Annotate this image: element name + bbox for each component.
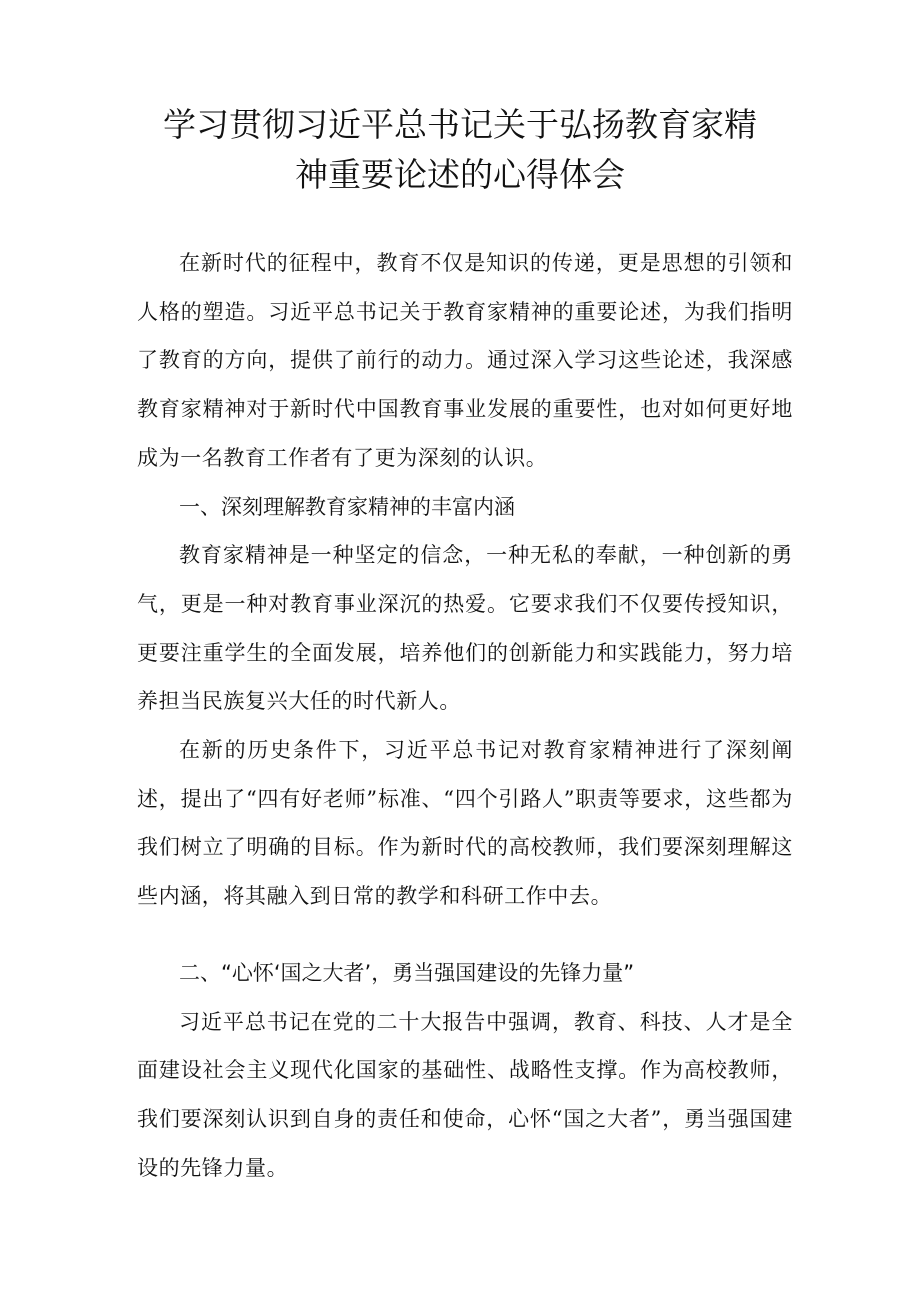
section-2-heading: 二、“心怀‘国之大者’，勇当强国建设的先锋力量” [179,960,635,985]
section-1-paragraph-2: 在新的历史条件下，习近平总书记对教育家精神进行了深刻阐述，提出了“四有好老师”标准、“四个引路人”职责等要求，这些都为我们树立了明确的目标。作为新时代的高校教师，我们要深刻理解这些内涵，将其融入到日常的教学和科研工作中去。 [137,738,793,909]
document-body [137,239,793,1192]
section-1-paragraph-1: 教育家精神是一种坚定的信念，一种无私的奉献，一种创新的勇气，更是一种对教育事业深沉的热爱。它要求我们不仅要传授知识，更要注重学生的全面发展，培养他们的创新能力和实践能力，努力培养担当民族复兴大任的时代新人。 [137,543,793,714]
title-line-2: 神重要论述的心得体会 [295,155,625,194]
section-1-heading: 一、深刻理解教育家精神的丰富内涵 [179,494,515,519]
intro-paragraph: 在新时代的征程中，教育不仅是知识的传递，更是思想的引领和人格的塑造。习近平总书记关于教育家精神的重要论述，为我们指明了教育的方向，提供了前行的动力。通过深入学习这些论述，我深感教育家精神对于新时代中国教育事业发展的重要性，也对如何更好地成为一名教育工作者有了更为深刻的认识。 [137,251,793,470]
section-2-paragraph-1: 习近平总书记在党的二十大报告中强调，教育、科技、人才是全面建设社会主义现代化国家的基础性、战略性支撑。作为高校教师，我们要深刻认识到自身的责任和使命，心怀“国之大者”，勇当强国建设的先锋力量。 [137,1009,793,1180]
document-title [120,100,800,200]
title-line-1: 学习贯彻习近平总书记关于弘扬教育家精 [163,105,757,144]
